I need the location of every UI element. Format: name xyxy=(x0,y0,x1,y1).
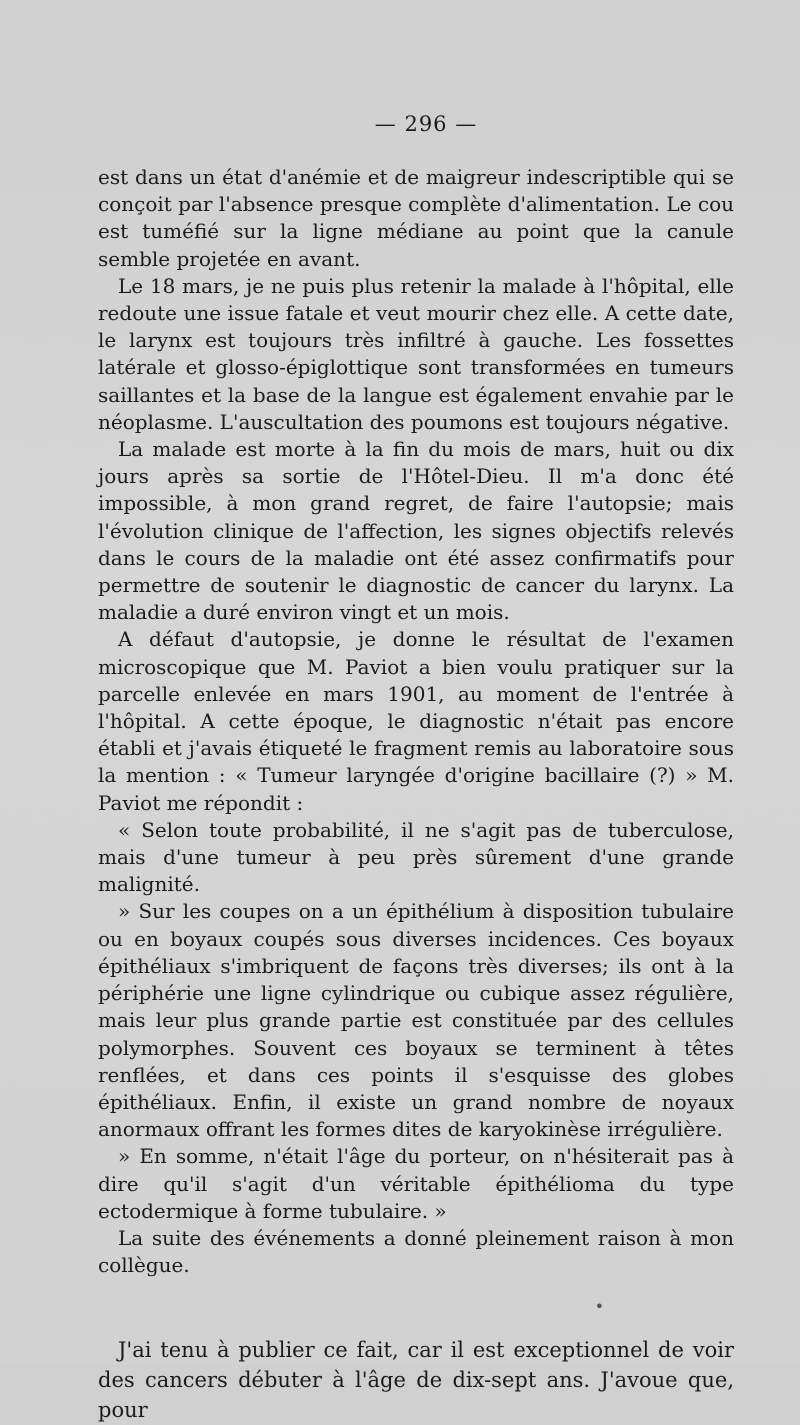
page-number: — 296 — xyxy=(374,112,478,136)
paragraph-1: est dans un état d'anémie et de maigreur indescriptible qui se conçoit par l'absence presque complète d'alimentation. Le cou est tuméfié sur la ligne médiane au point que la canule semble projetée en avant. xyxy=(98,165,734,271)
section-ornament: • xyxy=(594,1297,604,1317)
paragraph-6: » Sur les coupes on a un épithélium à disposition tubulaire ou en boyaux coupés sous diverses incidences. Ces boyaux épithéliaux s'imbriquent de façons très diverses; ils ont à la périphérie une ligne cylindrique ou cubique assez régulière, mais leur plus grande partie est constituée par des cellules polymorphes. Souvent ces boyaux se terminent à têtes renflées, et dans ces points il s'esquisse des globes épithéliaux. Enfin, il existe un grand nombre de noyaux anormaux offrant les formes dites de karyokinèse irrégulière. xyxy=(98,899,734,1142)
paragraph-4: A défaut d'autopsie, je donne le résultat de l'examen microscopique que M. Paviot a bien voulu pratiquer sur la parcelle enlevée en mars 1901, au moment de l'entrée à l'hôpital. A cette époque, le diagnostic n'était pas encore établi et j'avais étiqueté le fragment remis au laboratoire sous la mention : « Tumeur laryngée d'origine bacillaire (?) » M. Paviot me répondit : xyxy=(98,627,734,815)
paragraph-3: La malade est morte à la fin du mois de mars, huit ou dix jours après sa sortie de l'Hôtel-Dieu. Il m'a donc été impossible, à mon grand regret, de faire l'autopsie; mais l'évolution clinique de l'affection, les signes objectifs relevés dans le cours de la maladie ont été assez confirmatifs pour permettre de soutenir le diagnostic de cancer du larynx. La maladie a duré environ vingt et un mois. xyxy=(98,437,734,625)
paragraph-8: La suite des événements a donné pleinement raison à mon collègue. xyxy=(98,1225,734,1278)
paragraph-5: « Selon toute probabilité, il ne s'agit pas de tuberculose, mais d'une tumeur à peu près sûrement d'une grande malignité. xyxy=(98,817,734,897)
paragraph-7: » En somme, n'était l'âge du porteur, on n'hésiterait pas à dire qu'il s'agit d'un véritable épithélioma du type ectodermique à forme tubulaire. » xyxy=(98,1144,734,1223)
closing-paragraph: J'ai tenu à publier ce fait, car il est exceptionnel de voir des cancers débuter à l'âge de dix-sept ans. J'avoue que, pour xyxy=(98,1338,734,1423)
paragraph-2: Le 18 mars, je ne puis plus retenir la malade à l'hôpital, elle redoute une issue fatale et veut mourir chez elle. A cette date, le larynx est toujours très infiltré à gauche. Les fossettes latérale et glosso-épiglottique sont transformées en tumeurs saillantes et la base de la langue est également envahie par le néoplasme. L'auscultation des poumons est toujours négative. xyxy=(98,273,734,434)
